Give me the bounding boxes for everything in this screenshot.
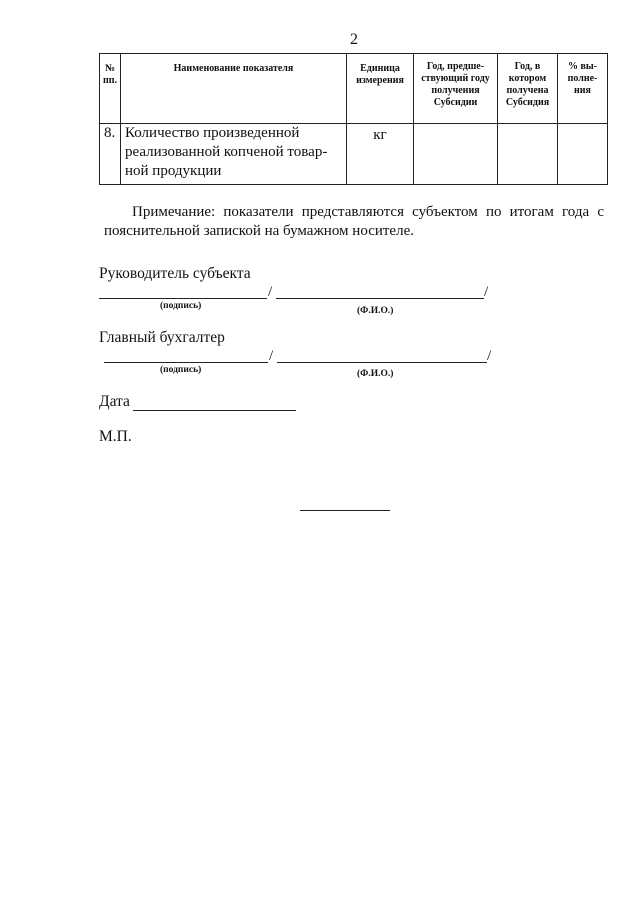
accountant-sign-caption: (подпись) (160, 365, 202, 375)
accountant-name-line[interactable] (277, 362, 487, 363)
date-label: Дата (99, 393, 130, 410)
header-indicator-name: Наименование показателя (121, 54, 347, 124)
row-percent-value (558, 124, 608, 185)
end-of-document-rule (300, 510, 390, 511)
stamp-label: М.П. (99, 428, 132, 445)
accountant-signature-line[interactable] (104, 362, 268, 363)
accountant-separator: / (269, 348, 274, 364)
table-row (100, 124, 608, 185)
indicators-table (99, 53, 608, 185)
accountant-name-caption: (Ф.И.О.) (357, 369, 394, 379)
head-label: Руководитель субъекта (99, 265, 251, 282)
page-number: 2 (350, 31, 358, 48)
head-name-caption: (Ф.И.О.) (357, 306, 394, 316)
header-current-year: Год, в котором получена Субсидия (498, 54, 558, 124)
row-unit: кг (347, 124, 414, 185)
head-sign-caption: (подпись) (160, 301, 202, 311)
header-number: № пп. (100, 54, 121, 124)
accountant-label: Главный бухгалтер (99, 329, 225, 346)
header-percent: % вы- полне- ния (558, 54, 608, 124)
row-current-year-value (498, 124, 558, 185)
note-paragraph: Примечание: показатели представляются субъектом по итогам года с пояснительной запиской на бумажном носителе. (104, 204, 604, 239)
row-indicator-name: Количество произведенной реализованной копченой товар- ной продукции (121, 124, 347, 185)
table-header-row (100, 54, 608, 124)
accountant-separator-end: / (487, 348, 492, 364)
head-signature-line[interactable] (99, 298, 267, 299)
head-name-line[interactable] (276, 298, 484, 299)
header-previous-year: Год, предше- ствующий году получения Субсидии (414, 54, 498, 124)
row-previous-year-value (414, 124, 498, 185)
row-number: 8. (100, 124, 121, 185)
date-line[interactable] (133, 410, 296, 411)
head-separator-end: / (484, 284, 489, 300)
header-unit: Единица измерения (347, 54, 414, 124)
head-separator: / (268, 284, 273, 300)
